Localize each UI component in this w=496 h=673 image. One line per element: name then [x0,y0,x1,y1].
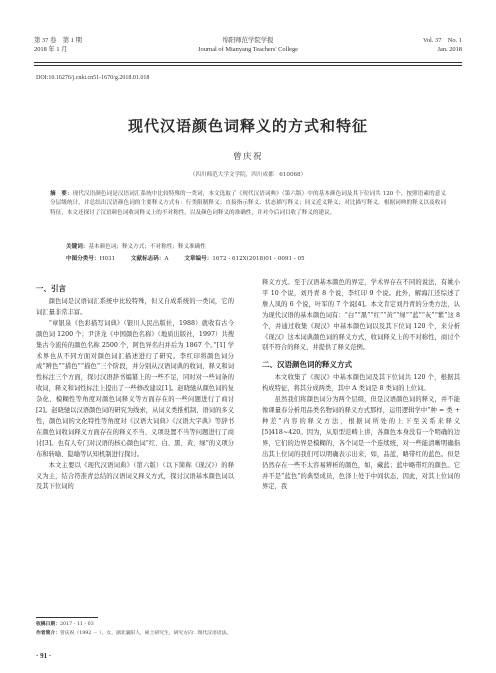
header-rule [34,62,462,63]
footnote [36,620,236,638]
volume-issue-en: Vol. 37 No. 1 [423,37,462,44]
journal-name-en: Journal of Mianyang Teachers' College [198,46,298,53]
left-column [36,278,234,493]
paragraph: 虽然我们将颜色词分为两个层级，但是汉语颜色词的释义，并不能像课量春分析用品类名物词的释义方式那样，运用逻辑学中“种 = 类 + 种差”内容的释义方法，根据词所处的上下至关系来释义[5]418~420。因为，从原型范畴上讲，各颜色本身没有一个明确的边界，它们的边界是模糊的，各个词是一个连续统，对一些能清晰明确指出其上位词的我们可以明确表示出来，如，品蓝，略带红的蓝色。但是仍然存在一些不太容易辨析的颜色，如，藏蓝；蓝中略带红的颜色。它并不是“蓝色”的典型成员，色泽上处于中间状态，因此，对其上位词的界定，我 [262,396,460,491]
clc-code: 中图分类号：H031 [66,256,116,262]
section-heading-methods: 二、汉语颜色词的释义方式 [262,360,352,370]
paragraph: 本文收集了《现汉》中基本颜色词及其下位词共 120 个，根据其构成特征，将其分成两类，其中 A 类词是 8 类词的上位词。 [262,374,460,393]
article-number: 文章编号：1672 - 612X(2018)01 - 0091 - 05 [184,256,305,262]
keywords-text: 基本颜色词；释义方式；不对称性；释义准确性 [88,244,206,250]
keywords-label: 关键词： [66,244,89,250]
paragraph: 释义方式。至于汉语基本颜色的界定，学术界存在不同的说法，有姚小平 10 个说，刘丹青 8 个说，李红印 9 个说。此外，解海江还综述了詹人凤的 6 个说，叶军的 7 个说[4]。本文肯定刘丹青的分类方法，认为现代汉语的基本颜色词有：“白”“黑”“红”“黄”“绿”“蓝”“灰”“紫”这 8 个，并通过收集《现汉》中基本颜色词以及其下位词 120 个，来分析《现汉》这本词典颜色词的释义方式，收词释义上的不对称性，商讨个别不符合的释义，并提供了释义范例。 [262,279,460,352]
volume-issue: 第 37 卷 第 1 期 [34,37,82,44]
document-code: 文献标志码：A [130,256,169,262]
abstract-label: 摘 要： [50,191,73,197]
issue-info-en [423,36,462,54]
affiliation: （四川师范大学文学院，四川成都 610068） [189,172,307,178]
doi: DOI:10.16276/j.cnki.cn51-1670/g.2018.01.018 [36,75,150,81]
journal-name-cn: 绵阳师范学院学报 [222,37,274,44]
author-name: 曾庆祝 [232,152,263,162]
right-column [262,278,460,493]
header-rule-thin [34,65,462,66]
running-header [34,36,462,62]
page-number: · 91 · [36,652,52,660]
paragraph: “章银泉《色彩描写词典》（银川人民出版社，1988）就收有古今颜色词 1200 个；尹济龙《中国颜色名称》（地质出版社，1997）共搜集古今流传的颜色名称 2500 个，阿色异名归并后为 1867 个。”[1] 学术界也从不同方面对颜色词汇描述进行了研究。李红印将颜色词分成“辨色”“措色”“描色”三个阶段，并分别从汉语词典的收词，释义和词性标注三个方面，探讨汉语辞书编纂上的一些不足，同时对一些词条的收词，释义和词性标注上提出了一些修改建议[1]。赵晓驰从颜色词的复杂化、模糊性等角度对颜色词释义等方面存在的一些问题进行了商讨[2]。赵晓驰以汉语颜色词的研究为线索，从词义类推机制、语词的多义性，颜色词的文化特性等角度对《汉语大词典》《汉语大字典》等辞书在颜色词收词释义方面存在的释义不当、义项设置不当等问题进行了商讨[3]。也有人专门对汉语的核心颜色词“红、白、黑、黄、绿”的义项分布和转喻、隐喻等认知机制进行探讨。 [36,319,234,458]
keywords [66,242,446,250]
paragraph: 颜色词是汉语词汇系统中比较特殊，但又自成系统的一类词，它的词汇量非常丰富。 [36,298,234,316]
received-date: 收稿日期：2017 - 11 - 03 [36,621,94,627]
journal-name [34,36,462,54]
issue-date-en: Jan. 2018 [437,46,462,53]
abstract [50,190,446,218]
author-bio: 作者简介：曾庆祝（1992 － ），女，湖北襄阳人，硕士研究生，研究方向：现代汉语语法。 [36,630,232,636]
classification-line [66,254,446,262]
paragraph: 本文主要以《现代汉语词典》（第六版）（以下简称《现汉》）的释义为主，结合符准青总结的汉语词义释义方式，探讨汉语基本颜色词以及其下位词的 [36,461,234,491]
issue-date: 2018 年 1 月 [34,46,68,53]
section-heading-intro: 一、引言 [36,284,66,293]
footnote-rule [36,617,98,618]
paper-title: 现代汉语颜色词释义的方式和特征 [127,117,368,135]
abstract-text: 现代汉语颜色词是汉语词汇系统中比较特殊的一类词，本文选取了《现代汉语词典》（第六版）中的基本颜色词及其下位词共 120 个，按照语素的意义分层级统计，并总结出汉语颜色词的主要释义方式有：行类限制释义；直接指示释义、状态描写释义；同义近义释义；对比描写释义。根据词典的释义以及收词特征，本文还探讨了汉语颜色词收词释义上的不对称性，以及颜色词释义的准确性，并对今后词目收了释义的建议。 [50,191,446,216]
